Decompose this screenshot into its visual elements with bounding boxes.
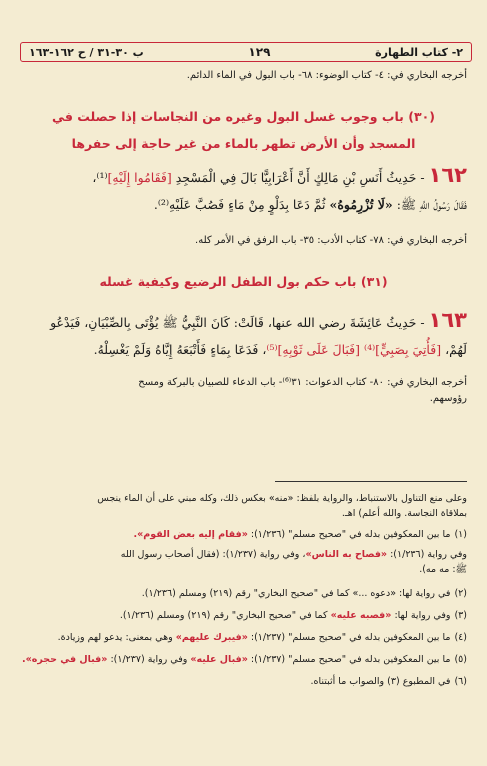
footnote-6: (٦)في المطبوع (٣) والصواب ما أثبتناه. (310, 676, 467, 687)
bracketed-text: [فَقَامُوا إِلَيْهِ] (107, 170, 172, 185)
chapter-31-title: (٣١) باب حكم بول الطفل الرضيع وكيفية غسله (99, 274, 388, 289)
hadith-162 (20, 162, 467, 218)
takhrij-163-line2: رؤوسهم. (429, 393, 467, 404)
hadith-text: لَهُمْ، (441, 342, 467, 357)
takhrij-162: أخرجه البخاري في: ٧٨- كتاب الأدب: ٣٥- باب الرفق في الأمر كله. (195, 235, 467, 246)
hadith-text: ثُمَّ دَعَا بِدَلْوٍ مِنْ مَاءٍ فَصُبَّ عَلَيْهِ⁽²⁾. (153, 197, 330, 212)
footnote-4: (٤)ما بين المعكوفين بدله في "صحيح مسلم" (١/٢٣٧): «فيبرك عليهم» وهي بمعنى: يدعو لهم وزيادة. (57, 632, 467, 643)
footnote-5: (٥)ما بين المعكوفين بدله في "صحيح مسلم" (١/٢٣٧): «فبال عليه» وفي رواية (١/٢٣٧): «فبال في حجره». (21, 654, 467, 665)
footnotes (20, 491, 467, 689)
footnote-marker: ⁽¹⁾، (92, 170, 108, 185)
hadith-163 (20, 307, 467, 363)
page-header (20, 42, 472, 62)
chapter-30-title (20, 103, 467, 157)
intro-takhrij: أخرجه البخاري في: ٤- كتاب الوضوء: ٦٨- باب البول في الماء الدائم. (186, 70, 467, 81)
footnote-1: (١)ما بين المعكوفين بدله في "صحيح مسلم" (١/٢٣٦): «فقام إليه بعض القوم». وفي رواية (١/٢٣٦): «فصاح به الناس»، وفي رواية (١/٢٣٧): (فقال أصحاب رسول الله ﷺ: مه مه). (120, 529, 467, 575)
hadith-text: - حَدِيثُ عَائِشَةَ رضي الله عنها، قَالَتْ: كَانَ النَّبِيُّ ﷺ يُؤْتَى بِالصِّبْيَانِ، فَيَدْعُو (50, 315, 429, 330)
prophet-quote: «لَا تُزْرِمُوهُ» (329, 197, 393, 212)
footnote-3: (٣)وفي رواية لها: «فصبه عليه» كما في "صحيح البخاري" رقم (٢١٩) ومسلم (١/٢٣٦). (119, 610, 467, 621)
chapter-title: ٢- كتاب الطهارة (375, 45, 463, 59)
takhrij-163-line1: أخرجه البخاري في: ٨٠- كتاب الدعوات: ٣١⁽⁶⁾- باب الدعاء للصبيان بالبركة ومسح (138, 377, 467, 388)
bracketed-text: [فَأُتِيَ بِصَبِيٍّ]⁽⁴⁾ [فَبَالَ عَلَى ثَوْبِهِ]⁽⁵⁾ (266, 342, 442, 357)
hadith-text: ، فَدَعَا بِمَاءٍ فَأَتْبَعَهُ إِيَّاهُ وَلَمْ يَغْسِلْهُ. (93, 342, 267, 357)
footnote-2: (٢)في رواية لها: «دعوه ...» كما في "صحيح البخاري" رقم (٢١٩) ومسلم (١/٢٣٦). (141, 588, 467, 599)
chapter-30-title-line1: (٣٠) باب وجوب غسل البول وغيره من النجاسات إذا حصلت في (52, 109, 435, 124)
chapter-reference: ب ٣٠-٣١ / ح ١٦٢-١٦٣ (29, 45, 144, 59)
hadith-text: - حَدِيثُ أَنَسِ بْنِ مَالِكٍ أَنَّ أَعْرَابِيًّا بَالَ فِي الْمَسْجِدِ (171, 170, 429, 185)
takhrij-163 (20, 375, 467, 407)
hadith-number: ١٦٣ (428, 308, 467, 332)
hadith-number: ١٦٢ (428, 163, 467, 187)
chapter-30-title-line2: المسجد وأن الأرض تطهر بالماء من غير حاجة إلى حفرها (71, 136, 416, 151)
footnote-continuation: وعلى منع التناول بالاستنباط، والرواية بلفظ: «منه» بعكس ذلك، وكله مبني على أن الماء ينجس بملاقاة النجاسة. والله أعلم) اهـ. (97, 493, 467, 519)
footnote-separator (275, 481, 467, 482)
page-number: ١٢٩ (248, 45, 271, 59)
hadith-text: فَقَالَ رَسُولُ اللَّهِ ﷺ: (392, 197, 467, 212)
